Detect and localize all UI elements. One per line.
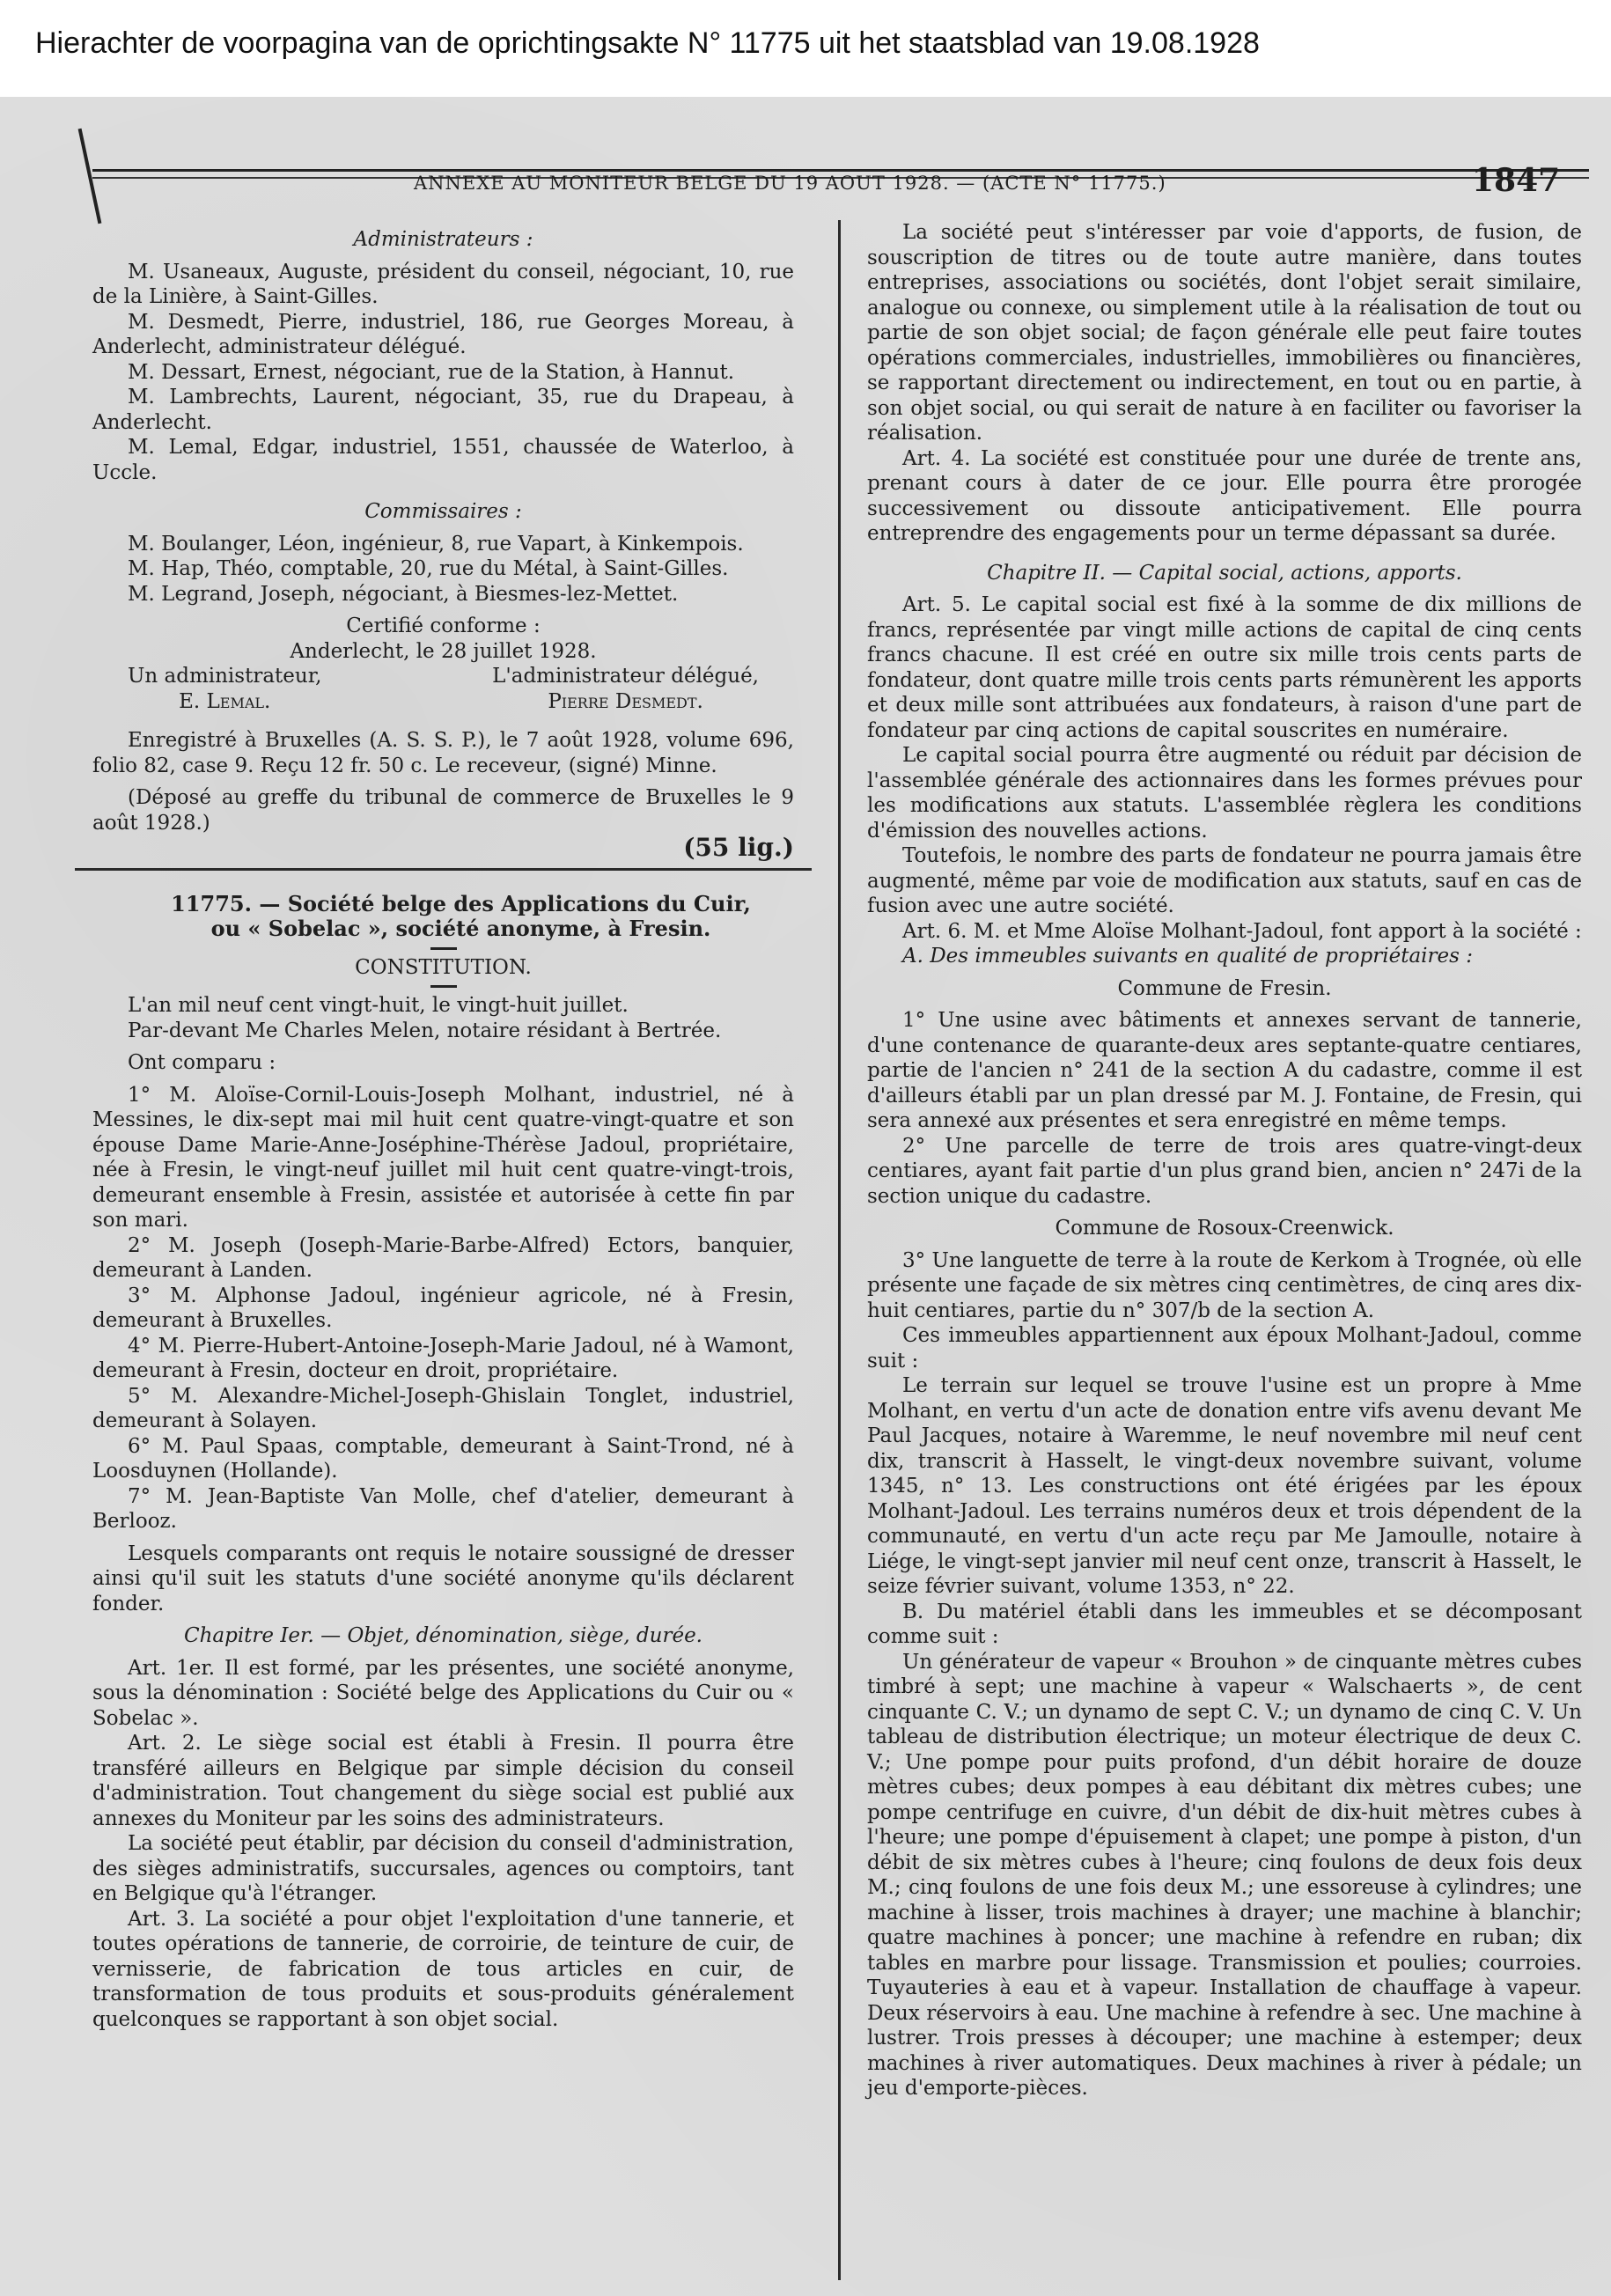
opening-notary: Par-devant Me Charles Melen, notaire résidant à Bertrée. xyxy=(128,1019,722,1042)
certified-line: Certifié conforme : xyxy=(346,614,541,637)
article-5-founder-parts: Toutefois, le nombre des parts de fondateur ne pourra jamais être augmenté, même par voie de modification aux statuts, sauf en cas de fusion avec une autre société. xyxy=(867,844,1582,917)
signer-right-name: Pierre Desmedt. xyxy=(548,689,703,713)
admin-entry: M. Usaneaux, Auguste, président du conseil, négociant, 10, rue de la Linière, à Saint-Gilles. xyxy=(92,260,794,308)
article-1: Art. 1er. Il est formé, par les présentes, une société anonyme, sous la dénomination : Société belge des Applications du Cuir ou « Sobelac ». xyxy=(92,1656,794,1730)
party-entry: 5° M. Alexandre-Michel-Joseph-Ghislain Tonglet, industriel, demeurant à Solayen. xyxy=(92,1384,794,1432)
signer-left-role: Un administrateur, xyxy=(128,665,322,688)
article-2-continued: La société peut établir, par décision du conseil d'administration, des sièges administratifs, succursales, agences ou comptoirs, tant en Belgique qu'à l'étranger. xyxy=(92,1832,794,1905)
property-item-1: 1° Une usine avec bâtiments et annexes servant de tannerie, d'une contenance de quarante-deux ares septante-quatre centiares, partie de l'ancien n° 241 de la section A du cadastre, comme il est d'ailleurs établi par un plan dressé par M. J. Fontaine, de Fresin, qui sera annexé aux présentes et sera enregistré en même temps. xyxy=(867,1009,1582,1132)
object-continued: La société peut s'intéresser par voie d'apports, de fusion, de souscription de titres ou de toute autre manière, dans toutes entreprises, associations ou sociétés, dont l'objet serait similaire, analogue ou connexe, ou simplement utile à la réalisation de tout ou partie de son objet social; de façon générale elle peut faire toutes opérations commerciales, industrielles, immobilières ou financières, se rapportant directement ou indirectement, en tout ou en partie, à son objet social, ou qui serait de nature à en faciliter ou favoriser la réalisation. xyxy=(867,221,1582,445)
article-6-b: B. Du matériel établi dans les immeubles et se décomposant comme suit : xyxy=(867,1600,1582,1648)
article-5: Art. 5. Le capital social est fixé à la somme de dix millions de francs, représentée par vingt mille actions de capital de cinq cents francs chacune. Il est créé en outre six mille trois cents parts de fondateur, dont quatre mille trois cents parts rémunèrent les apports et deux mille sont attribuées aux fondateurs, à raison d'une part de fondateur par cinq actions de capital souscrites en numéraire. xyxy=(867,593,1582,742)
page-caption: Hierachter de voorpagina van de oprichtingsakte N° 11775 uit het staatsblad van 19.08.1928 xyxy=(35,26,1260,60)
article-5-continued: Le capital social pourra être augmenté ou réduit par décision de l'assemblée générale des actionnaires dans les formes prévues pour les modifications aux statuts. L'assemblée règlera les conditions d'émission des nouvelles actions. xyxy=(867,744,1582,843)
ont-comparu: Ont comparu : xyxy=(128,1051,276,1074)
lesquels-paragraph: Lesquels comparants ont requis le notaire soussigné de dresser ainsi qu'il suit les statuts d'une société anonyme qu'ils déclarent fonder. xyxy=(92,1542,794,1615)
party-entry: 6° M. Paul Spaas, comptable, demeurant à Saint-Trond, né à Loosduynen (Hollande). xyxy=(92,1434,794,1483)
opening-date: L'an mil neuf cent vingt-huit, le vingt-huit juillet. xyxy=(128,994,629,1017)
entry-title-line1: 11775. — Société belge des Applications du Cuir, xyxy=(171,890,751,916)
ownership-details: Le terrain sur lequel se trouve l'usine est un propre à Mme Molhant, en vertu d'un acte de donation entre vifs avenu devant Me Paul Jacques, notaire à Waremme, le neuf novembre mil neuf cent dix, transcrit à Hasselt, le vingt-deux novembre suivant, volume 1345, n° 13. Les constructions ont été érigées par les époux Molhant-Jadoul. Les terrains numéros deux et trois dépendent de la communauté, en vertu d'un acte reçu par Me Jamoulle, notaire à Liége, le vingt-sept janvier mil neuf cent onze, transcrit à Hasselt, le seize février suivant, volume 1353, n° 22. xyxy=(867,1374,1582,1598)
article-6-a: A. Des immeubles suivants en qualité de propriétaires : xyxy=(902,945,1473,968)
commissaires-heading: Commissaires : xyxy=(364,500,522,523)
left-column xyxy=(92,227,794,2032)
header-rule xyxy=(92,169,1589,172)
running-head: ANNEXE AU MONITEUR BELGE DU 19 AOUT 1928. — (ACTE N° 11775.) xyxy=(414,173,1166,194)
party-entry: 7° M. Jean-Baptiste Van Molle, chef d'atelier, demeurant à Berlooz. xyxy=(92,1484,794,1533)
chapter-1-heading: Chapitre Ier. — Objet, dénomination, siège, durée. xyxy=(183,1624,703,1647)
chapter-2-heading: Chapitre II. — Capital social, actions, apports. xyxy=(987,561,1462,585)
party-entry: 4° M. Pierre-Hubert-Antoine-Joseph-Marie Jadoul, né à Wamont, demeurant à Fresin, docteur en droit, propriétaire. xyxy=(92,1334,794,1382)
article-6: Art. 6. M. et Mme Aloïse Molhant-Jadoul, font apport à la société : xyxy=(902,919,1582,943)
title-dash xyxy=(430,985,457,988)
commissaire-entry: M. Boulanger, Léon, ingénieur, 8, rue Vapart, à Kinkempois. xyxy=(128,532,744,556)
right-column xyxy=(867,220,1582,2101)
commissaire-entry: M. Hap, Théo, comptable, 20, rue du Métal, à Saint-Gilles. xyxy=(128,557,729,580)
constitution-heading: CONSTITUTION. xyxy=(355,955,532,979)
party-entry: 2° M. Joseph (Joseph-Marie-Barbe-Alfred) Ectors, banquier, demeurant à Landen. xyxy=(92,1233,794,1282)
signer-right-role: L'administrateur délégué, xyxy=(492,665,759,688)
admin-entry: M. Lemal, Edgar, industriel, 1551, chaussée de Waterloo, à Uccle. xyxy=(92,436,794,484)
registration-note: Enregistré à Bruxelles (A. S. S. P.), le 7 août 1928, volume 696, folio 82, case 9. Reçu 12 fr. 50 c. Le receveur, (signé) Minne. xyxy=(92,729,794,777)
admin-entry: M. Lambrechts, Laurent, négociant, 35, rue du Drapeau, à Anderlecht. xyxy=(92,386,794,434)
article-4: Art. 4. La société est constituée pour une durée de trente ans, prenant cours à dater de ce jour. Elle pourra être prorogée successivement ou dissoute anticipativement. Elle pourra entreprendre des engagements pour un terme dépassant sa durée. xyxy=(867,446,1582,545)
ownership-intro: Ces immeubles appartiennent aux époux Molhant-Jadoul, comme suit : xyxy=(867,1324,1582,1372)
party-entry: 1° M. Aloïse-Cornil-Louis-Joseph Molhant, industriel, né à Messines, le dix-sept mai mil huit cent quatre-vingt-quatre et son épouse Dame Marie-Anne-Joséphine-Thérèse Jadoul, propriétaire, née à Fresin, le vingt-neuf juillet mil huit cent quatre-vingt-trois, demeurant ensemble à Fresin, assistée et autorisée à cette fin par son mari. xyxy=(92,1083,794,1232)
section-rule xyxy=(75,868,812,871)
commune-fresin: Commune de Fresin. xyxy=(1117,976,1332,1000)
title-dash xyxy=(430,947,457,950)
article-3: Art. 3. La société a pour objet l'exploitation d'une tannerie, et toutes opérations de tannerie, de corroirie, de teinture de cuir, de vernisserie, de fabrication de tous articles en cuir, de transformation de tous produits et sous-produits généralement quelconques se rapportant à son objet social. xyxy=(92,1907,794,2031)
deposit-note: (Déposé au greffe du tribunal de commerce de Bruxelles le 9 août 1928.) xyxy=(92,786,794,835)
admin-heading: Administrateurs : xyxy=(353,228,533,251)
article-2: Art. 2. Le siège social est établi à Fresin. Il pourra être transféré ailleurs en Belgique par simple décision du conseil d'administration. Tout changement du siège social est publié aux annexes du Moniteur par les soins des administrateurs. xyxy=(92,1732,794,1830)
property-item-2: 2° Une parcelle de terre de trois ares quatre-vingt-deux centiares, ayant fait partie d'un plus grand bien, ancien n° 247i de la section unique du cadastre. xyxy=(867,1134,1582,1208)
signer-left-name: E. Lemal. xyxy=(179,689,271,713)
property-item-3: 3° Une languette de terre à la route de Kerkom à Trognée, où elle présente une façade de six mètres cinq centimètres, de cinq ares dix-huit centiares, partie du n° 307/b de la section A. xyxy=(867,1248,1582,1322)
entry-title-line2: ou « Sobelac », société anonyme, à Fresin. xyxy=(210,916,711,941)
equipment-list: Un générateur de vapeur « Brouhon » de cinquante mètres cubes timbré à sept; une machine à vapeur « Walschaerts », de cent cinquante C. V.; un dynamo de sept C. V.; un dynamo de cinq C. V. Un tableau de distribution électrique; un moteur électrique de deux C. V.; Une pompe pour puits profond, d'un débit horaire de douze mètres cubes; deux pompes à eau débitant dix mètres cubes; une pompe centrifuge en cuivre, d'un débit de dix-huit mètres cubes à l'heure; une pompe d'épuisement à clapet; une pompe à piston, d'un débit de six mètres cubes à l'heure; cinq foulons de deux fois deux M.; cinq foulons de une fois deux M.; une essoreuse à cylindres; une machine à lisser, trois machines à drayer; une machine à blanchir; quatre machines à poncer; une machine à refendre en ruban; dix tables en marbre pour lissage. Transmission et poulies; courroies. Tuyauteries à eau et à vapeur. Installation de chauffage à vapeur. Deux réservoirs à eau. Une machine à refendre à sec. Une machine à lustrer. Trois presses à découper; une machine à estemper; deux machines à river automatiques. Deux machines à river à pédale; un jeu d'emporte-pièces. xyxy=(867,1650,1582,2100)
column-divider xyxy=(838,220,841,2280)
commissaire-entry: M. Legrand, Joseph, négociant, à Biesmes-lez-Mettet. xyxy=(128,582,679,606)
page-number: 1847 xyxy=(1472,162,1561,199)
admin-entry: M. Desmedt, Pierre, industriel, 186, rue Georges Moreau, à Anderlecht, administrateur délégué. xyxy=(92,310,794,358)
commune-rosoux: Commune de Rosoux-Creenwick. xyxy=(1055,1217,1394,1240)
admin-entry: M. Dessart, Ernest, négociant, rue de la Station, à Hannut. xyxy=(128,360,735,384)
scanned-page xyxy=(0,97,1611,2296)
place-date: Anderlecht, le 28 juillet 1928. xyxy=(290,639,597,663)
line-count: (55 lig.) xyxy=(683,833,794,862)
signature-block xyxy=(92,664,794,714)
header-tick-mark xyxy=(78,129,102,224)
party-entry: 3° M. Alphonse Jadoul, ingénieur agricole, né à Fresin, demeurant à Bruxelles. xyxy=(92,1284,794,1332)
